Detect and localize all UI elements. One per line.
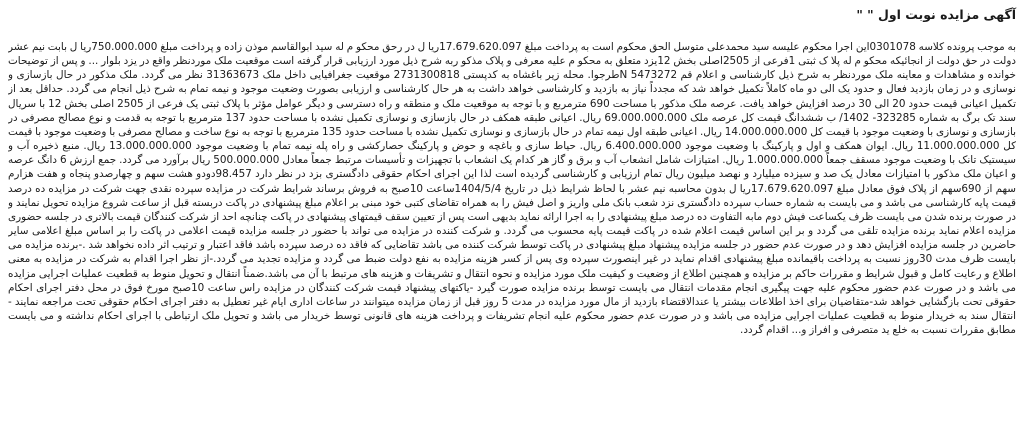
notice-body: به موجب پرونده کلاسه 0301078این اجرا محکوم علیسه سید محمدعلی متوسل الحق محکوم است به پرداخت مبلغ 17.679.620.097ریا ل در رحق محکو م له سید ابوالقاسم موذن زاده و پرداخت مبلغ 750.000.000ریا ل بابت نیم عشر دولت در حق دولت از انجائیکه محکو م له پلا ک ثبتی 1فرعی از 2505اصلی بخش 12یزد متعلق به محکو م علیه معرفی و پلاک مذکو ربه شرح ذیل مورد ارزیابی قرار گرفته است موقعیت ملک موردنظر واقع در یزد بلوار ... و پس از توضیحات خوانده و مشاهدات و معاینه ملک موردنظر به شرح ذیل کارشناسی و اعلام قم 5473272 Nطرجوا. محله زیر باغشاه به کدپستی 2731300818 موقعیت جغرافیایی داخل ملک 31363673 نظر می گردد. ملک مذکور در حال بازسازی و نوسازی و در زمان بازدید فعال و حدود یک الی دو ماه کاملاً تکمیل خواهد شد که مجدداً نیاز به بازدید و کارشناسی خواهد داشت به هر حال کارشناسی و ارزیابی بصورت وضعیت موجود و نیمه تمام به شرح ذیل انجام می گردد. حداقل بعد از تکمیل اعیانی قیمت حدود 20 الی 30 درصد افزایش خواهد یافت. عرصه ملک مذکور با مساحت 690 مترمربع و با توجه به موقعیت ملک و منطقه و راه دسترسی و دیگر عوامل مؤثر با پلاک ثبتی یک فرعی از 2505 اصلی بخش 12 با سریال سند تک برگ به شماره 323285- 1402/ ب ششدانگ قیمت کل عرصه ملک 69.000.000.000 ریال. اعیانی طبقه همکف در حال بازسازی و نوسازی تکمیل نشده با مساحت حدود 137 مترمربع با توجه به قدمت و نوع مصالح مصرفی در بازسازی و نوسازی با وضعیت موجود با قیمت کل 14.000.000.000 ریال. اعیانی طبقه اول نیمه تمام در حال بازسازی و نوسازی تکمیل نشده با مساحت حدود 135 مترمربع با توجه به نوع ساخت و مصالح مصرفی با وضعیت موجود با قیمت کل 11.000.000.000 ریال. ایوان همکف و اول و پارکینگ با وضعیت موجود 6.400.000.000 ریال. حیاط سازی و باغچه و حوض و پارکینگ حصارکشی و راه پله نیمه تمام با وضعیت موجود 13.000.000.000 ریال. منبع ذخیره آب و سیستیک تانک با وضعیت موجود مسقف جمعاً 1.000.000.000 ریال. امتیازات شامل انشعاب آب و برق و گاز هر کدام یک انشعاب با تجهیزات و تأسیسات مرتبط جمعاً معادل 500.000.000 ریال برآورد می گردد. جمع ارزش 6 دانگ عرصه و اعیان ملک مذکور با امتیازات معادل یک صد و سیزده میلیارد و نهصد میلیون ریال تمام ارزیابی و کارشناسی گردیده است لذا این اجرای احکام حقوقی دادگستری بزد در نظر دارد 98.457دودو هشت سهم و چهارصدو پنجاه و هفت هزارم سهم از 690سهم از پلاک فوق معادل مبلغ 17.679.620.097ریا ل بدون محاسبه نیم عشر با لحاظ شرایط ذیل در تاریخ 1404/5/4ساعت 10صبح به فروش برساند شرایط شرکت در مزایده سپرده نقدی جهت شرکت در مزایده ده درصد قیمت پایه کارشناسی می باشد و می بایست به شماره حساب سپرده دادگستری نزد شعب بانک ملی واریز و اصل فیش را به همراه تقاضای کتبی خود مبنی بر اعلام مبلغ پیشنهادی در پاکت دربسته قبل از ساعت شروع مزایده تحویل نمایند و در صورت برنده شدن می بایست ظرف یکساعت فیش دوم مابه التفاوت ده درصد مبلغ پیشنهادی را به اجرا ارائه نماید بدیهی است پس از تعیین سقف قیمتهای پیشنهادی در پاکت چنانچه احد از شرکت کنندگان قیمت بالاتری در جلسه حضوری مزایده اعلام نماید برنده مزایده تلقی می گردد و بر این اساس قیمت اعلام شده در پاکت قیمت پایه محسوب می گردد. و شرکت کننده در مزایده می تواند با حضور در جلسه مزایده قیمت اعلامی در پاکت را بر اساس مبلغ اعلامی سایر حاضرین در جلسه مزایده افزایش دهد و در صورت عدم حضور در جلسه مزایده پیشنهاد مبلغ پیشنهادی در پاکت توسط شرکت کننده می باشد تقاضایی که فاقد ده درصد سپرده باشد فاقد اعتبار و ترتیب اثر داده نخواهد شد .-برنده مزایده می بایست ظرف مدت 30روز نسبت به پرداخت باقیمانده مبلغ پیشنهادی اقدام نماید در غیر اینصورت سپرده وی پس از کسر هزینه مزایده به نفع دولت ضبط می گردد و مزایده تجدید می گردد.-از نظر اجرا اقدام به شرکت در مزایده به معنی اطلاع و رعایت کامل و قبول شرایط و مقررات حاکم بر مزایده و همچنین اطلاع از وضعیت و کیفیت ملک مورد مزایده و نحوه انتقال و تشریفات و هزینه های مرتبط با آن می باشد.ضمناً انتقال و تحویل منوط به قطعیت عملیات اجرایی مزایده می باشد و در صورت عدم حضور محکوم علیه جهت پیگیری انجام مقدمات انتقال می بایست توسط برنده مزایده صورت گیرد -یاکتهای پیشنهاد قیمت شرکت کنندگان در مزایده راس ساعت 10صبح مورخ فوق در محل دفتر اجرای احکام حقوقی تحت بازگشایی خواهد شد-متقاضیان برای اخذ اطلاعات بیشتر یا عندالاقتضاء بازدید از مال مورد مزایده در مدت 5 روز قبل از زمان مزایده میتوانند در ساعات اداری ایام غیر تعطیل به دفتر اجرای احکام حقوقی تحت مراجعه نمایند - انتقال سند به خریدار منوط به قطعیت عملیات اجرایی مزایده می باشد و در صورت عدم حضور محکوم علیه انجام تشریفات و پرداخت هزینه های قانونی توسط خریدار می باشد و تحویل ملک ارتباطی با اجرای احکام نداشته و می بایست مطابق مقررات نسبت به خلع ید متصرفی و افراز و... اقدام گردد. xyxy=(8,41,1016,337)
notice-title: آگهی مزایده نوبت اول " " xyxy=(856,7,1016,22)
